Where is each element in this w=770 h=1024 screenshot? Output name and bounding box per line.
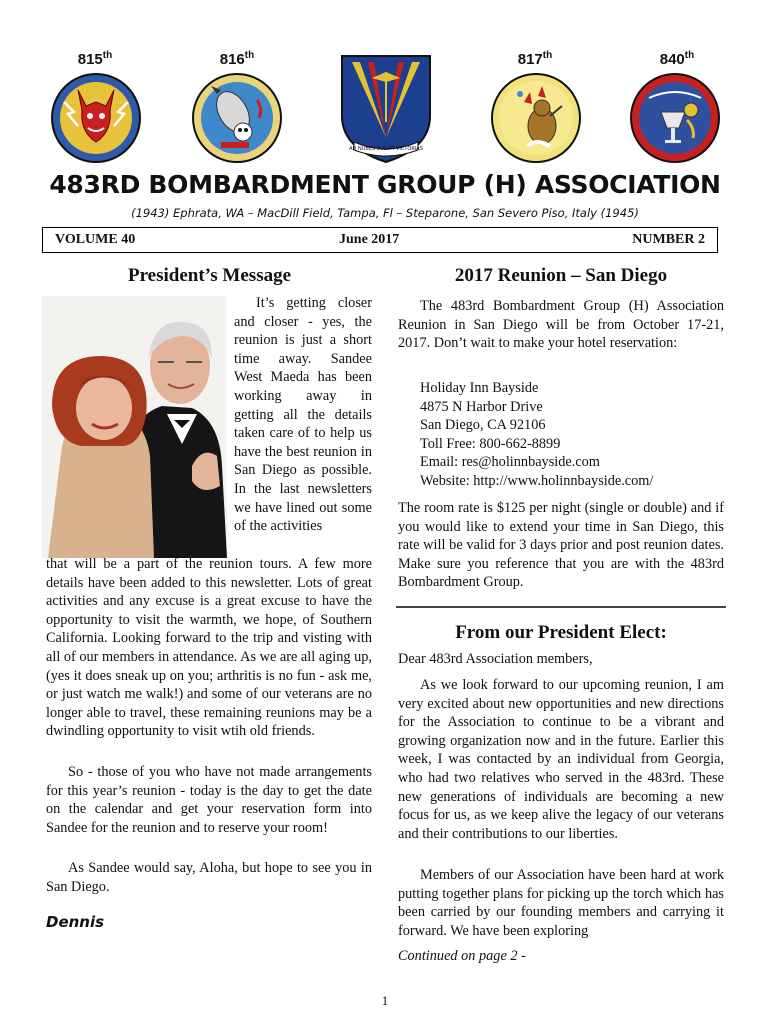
presidents-message-p2: So - those of you who have not made arrangements for this year’s reunion - today is the day to get the date on the calendar and get your reservation form into Sandee for the reunion and to reserve your room! (46, 764, 372, 836)
reunion-intro: The 483rd Bombardment Group (H) Association Reunion in San Diego will be from October 17-21, 2017. Don’t wait to make your hotel reservation: (398, 298, 724, 352)
squadron-label-840: 840th (659, 50, 695, 68)
presidents-signature: Dennis (46, 913, 105, 931)
squadron-815-emblem (50, 72, 142, 164)
issue-number: NUMBER 2 (632, 232, 705, 247)
issue-bar (42, 227, 718, 253)
president-elect-p1: As we look forward to our upcoming reunion, I am very excited about new opportunities and new directions for the Association to continue to be a vibrant and growing organization now and in the future. Earlier this week, I was contacted by an individual from Georgia, who had two relatives who served in the 483rd. These new generations of individuals are becoming a new focus for us, as we keep alive the legacy of our veterans and their contributions to our liberties. (398, 677, 724, 842)
presidents-message-p1-rest: that will be a part of the reunion tours. A few more details have been added to this newsletter. Lots of great activities and any excuse is a great excuse to have the opportunity to visit the warmth, we hope, of Southern California. Looking forward to the trip and visting with all of our members in attendance. As we are all aging up, (yes it does sneak up on you; arthritis is no fun - ask me, or just watch me walk!) and some of our veterans are no longer able to travel, these remaining reunions may be a dwindling opportunity to visit wtih old friends. (46, 556, 372, 740)
reunion-rate: The room rate is $125 per night (single or double) and if you would like to extend your time in San Diego, this rate will be valid for 3 days prior and post reunion dates. Make sure you reference that you are with the 483rd Bombardment Group. (398, 500, 724, 591)
issue-date: June 2017 (339, 232, 400, 247)
hotel-name: Holiday Inn Bayside (420, 380, 539, 396)
squadron-816-emblem (191, 72, 283, 164)
presidents-message-p3: As Sandee would say, Aloha, but hope to see you in San Diego. (46, 860, 372, 895)
continued-note: Continued on page 2 - (398, 948, 526, 964)
presidents-message-p1-wrap: It’s getting closer and closer - yes, the reunion is just a short time away. Sandee West Maeda has been working away in getting all the details taken care of to help us have the best reunion in San Diego as possible. In the last newsletters we have lined out some of the activities (234, 295, 372, 535)
president-couple-photo (42, 296, 227, 558)
hotel-email: Email: res@holinnbayside.com (420, 454, 600, 471)
reunion-title: 2017 Reunion – San Diego (454, 265, 668, 286)
hotel-city: San Diego, CA 92106 (420, 417, 546, 434)
squadron-840-emblem (629, 72, 721, 164)
squadron-label-817: 817th (517, 50, 553, 68)
masthead-title: 483RD BOMBARDMENT GROUP (H) ASSOCIATION (49, 170, 721, 199)
squadron-817-emblem (490, 72, 582, 164)
squadron-label-816: 816th (219, 50, 255, 68)
group-483-emblem (338, 52, 434, 164)
hotel-phone: Toll Free: 800-662-8899 (420, 435, 561, 452)
president-elect-salutation: Dear 483rd Association members, (398, 651, 593, 667)
group-motto: AD NUBES SOLUM VICTORIAS (349, 146, 423, 152)
hotel-website: Website: http://www.holinnbayside.com/ (420, 472, 654, 489)
president-elect-title: From our President Elect: (455, 622, 667, 643)
president-elect-p2: Members of our Association have been hard at work putting together plans for picking up the torch which has been carried by our founding members and carrying it forward. We have been exploring (398, 867, 724, 939)
masthead-subtitle: (1943) Ephrata, WA – MacDill Field, Tampa, Fl – Steparone, San Severo Piso, Italy (1945) (131, 206, 639, 220)
hotel-address-block (420, 379, 653, 491)
squadron-label-815: 815th (77, 50, 113, 68)
presidents-message-title: President’s Message (127, 265, 292, 286)
section-divider (396, 606, 726, 608)
page-number: 1 (381, 993, 389, 1008)
issue-volume: VOLUME 40 (55, 232, 136, 247)
hotel-street: 4875 N Harbor Drive (420, 398, 543, 415)
